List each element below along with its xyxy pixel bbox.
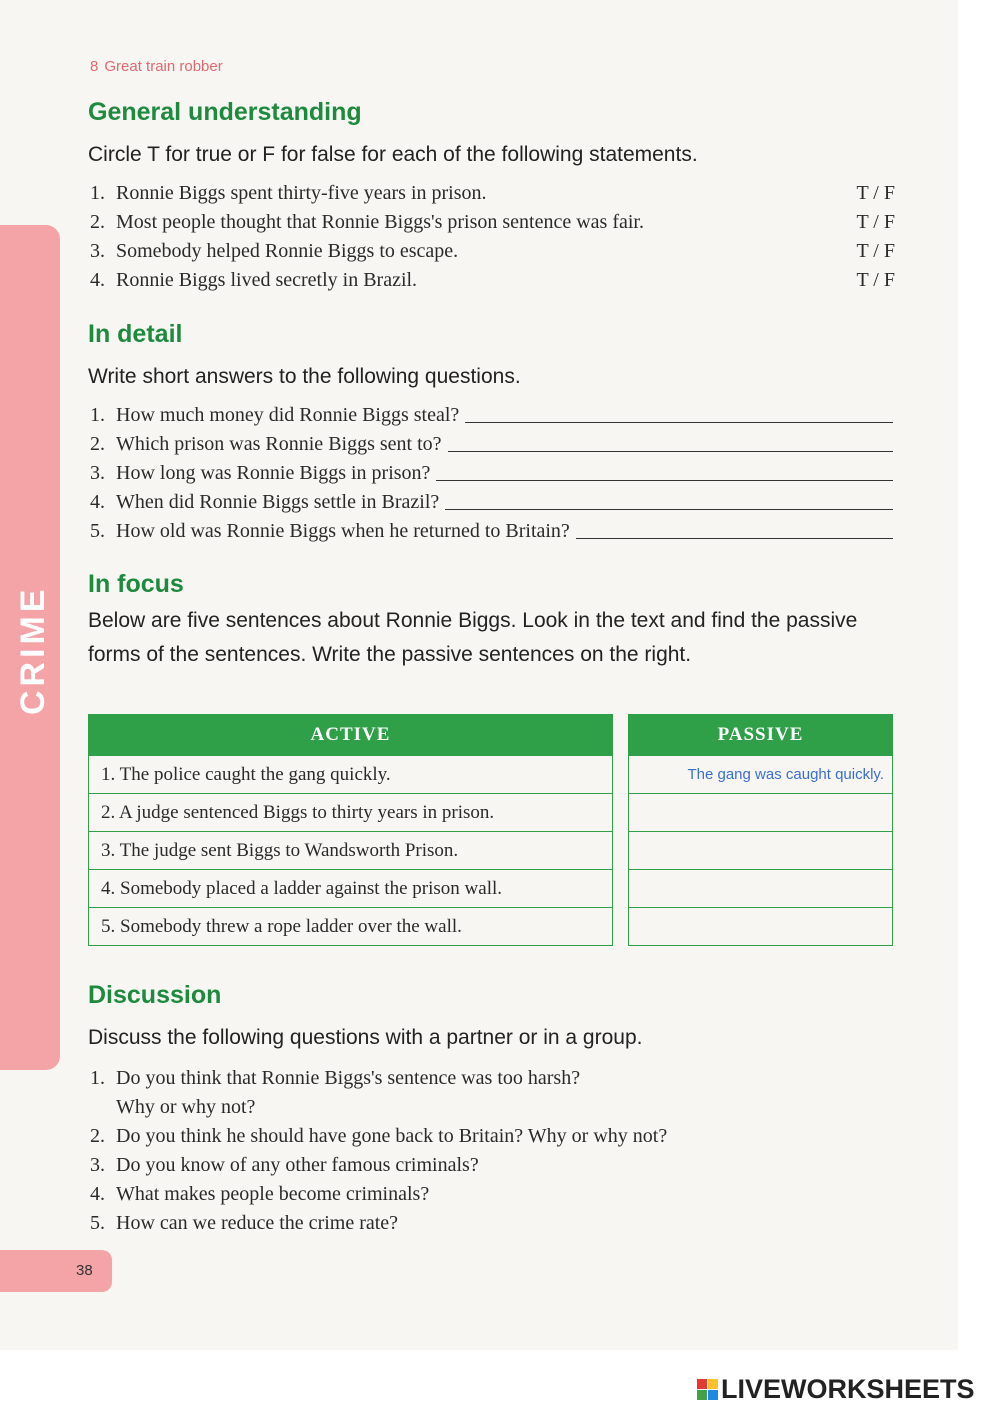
active-sentence: 1. The police caught the gang quickly. (89, 756, 613, 794)
item-number: 4. (90, 269, 105, 291)
logo-square (697, 1390, 707, 1400)
answer-blank[interactable] (445, 488, 893, 510)
statement-text: Most people thought that Ronnie Biggs's prison sentence was fair. (116, 211, 644, 233)
question-text: How long was Ronnie Biggs in prison? (116, 462, 431, 484)
list-item (90, 401, 893, 430)
true-false-choice[interactable]: T / F (856, 240, 895, 262)
question-text: Which prison was Ronnie Biggs sent to? (116, 433, 442, 455)
item-number: 1. (90, 182, 105, 204)
item-number: 2. (90, 1125, 105, 1147)
short-answer-list (90, 401, 893, 546)
logo-square (697, 1379, 707, 1389)
page-number-tab (0, 1250, 112, 1292)
active-sentence: 3. The judge sent Biggs to Wandsworth Prison. (89, 832, 613, 870)
active-sentence: 4. Somebody placed a ladder against the prison wall. (89, 870, 613, 908)
table-row (629, 908, 893, 946)
in-focus-title: In focus (88, 570, 184, 598)
list-item (90, 1064, 667, 1093)
liveworksheets-logo (697, 1374, 975, 1405)
active-sentence: 2. A judge sentenced Biggs to thirty years in prison. (89, 794, 613, 832)
item-number: 1. (90, 1067, 105, 1089)
page-number: 38 (76, 1262, 93, 1279)
table-row (89, 908, 613, 946)
answer-blank[interactable] (436, 459, 893, 481)
discussion-list (90, 1064, 667, 1238)
logo-square (708, 1379, 718, 1389)
question-text: When did Ronnie Biggs settle in Brazil? (116, 491, 440, 513)
chapter-title: Great train robber (104, 58, 223, 75)
discussion-question: Do you know of any other famous criminals? (116, 1154, 479, 1176)
list-item (90, 1122, 667, 1151)
passive-header: PASSIVE (629, 715, 893, 756)
list-item (90, 237, 895, 266)
true-false-list (90, 179, 895, 295)
in-detail-instruction: Write short answers to the following questions. (88, 365, 521, 388)
item-number: 3. (90, 1154, 105, 1176)
discussion-question: What makes people become criminals? (116, 1183, 430, 1205)
item-number: 5. (90, 1212, 105, 1234)
discussion-question: Do you think he should have gone back to Britain? Why or why not? (116, 1125, 668, 1147)
list-item (90, 430, 893, 459)
table-row (629, 870, 893, 908)
general-understanding-instruction: Circle T for true or F for false for each of the following statements. (88, 143, 698, 166)
table-row (89, 794, 613, 832)
item-number: 4. (90, 491, 105, 513)
question-text: How old was Ronnie Biggs when he returned to Britain? (116, 520, 570, 542)
true-false-choice[interactable]: T / F (856, 211, 895, 233)
in-detail-title: In detail (88, 320, 183, 348)
chapter-header (90, 58, 223, 75)
general-understanding-title: General understanding (88, 98, 362, 126)
discussion-instruction: Discuss the following questions with a partner or in a group. (88, 1026, 643, 1049)
passive-answer-field[interactable] (629, 870, 893, 908)
list-item (90, 459, 893, 488)
discussion-title: Discussion (88, 981, 222, 1009)
list-item (90, 488, 893, 517)
item-number: 2. (90, 433, 105, 455)
list-item (90, 208, 895, 237)
table-row (89, 756, 613, 794)
table-row (629, 794, 893, 832)
true-false-choice[interactable]: T / F (856, 182, 895, 204)
side-tab-label: CRIME (14, 585, 52, 715)
logo-grid-icon (697, 1379, 718, 1400)
list-item (90, 1209, 667, 1238)
item-number: 5. (90, 520, 105, 542)
answer-blank[interactable] (448, 430, 893, 452)
passive-answer-field[interactable] (629, 832, 893, 870)
passive-answer-field[interactable] (629, 908, 893, 946)
in-focus-instruction: Below are five sentences about Ronnie Biggs. Look in the text and find the passive forms of the sentences. Write the passive sentences on the right. (88, 609, 858, 666)
active-header: ACTIVE (89, 715, 613, 756)
passive-answer-field[interactable]: The gang was caught quickly. (629, 756, 893, 794)
table-row (629, 756, 893, 794)
active-table (88, 714, 613, 946)
list-item (90, 1180, 667, 1209)
item-number: 3. (90, 240, 105, 262)
discussion-question: How can we reduce the crime rate? (116, 1212, 399, 1234)
item-number: 2. (90, 211, 105, 233)
answer-blank[interactable] (465, 401, 893, 423)
list-item (90, 1151, 667, 1180)
active-sentence: 5. Somebody threw a rope ladder over the wall. (89, 908, 613, 946)
item-number: 3. (90, 462, 105, 484)
item-number: 4. (90, 1183, 105, 1205)
statement-text: Ronnie Biggs spent thirty-five years in prison. (116, 182, 487, 204)
list-item (90, 266, 895, 295)
list-item (90, 517, 893, 546)
table-row (89, 870, 613, 908)
answer-blank[interactable] (576, 517, 893, 539)
discussion-question-continuation: Why or why not? (116, 1096, 256, 1118)
list-item (90, 179, 895, 208)
table-row (629, 832, 893, 870)
logo-text: LIVEWORKSHEETS (721, 1374, 975, 1404)
table-row (89, 832, 613, 870)
logo-square (708, 1390, 718, 1400)
list-item-continuation (90, 1093, 667, 1122)
chapter-number: 8 (90, 58, 99, 75)
true-false-choice[interactable]: T / F (856, 269, 895, 291)
discussion-question: Do you think that Ronnie Biggs's sentence was too harsh? (116, 1067, 581, 1089)
statement-text: Ronnie Biggs lived secretly in Brazil. (116, 269, 418, 291)
question-text: How much money did Ronnie Biggs steal? (116, 404, 460, 426)
statement-text: Somebody helped Ronnie Biggs to escape. (116, 240, 459, 262)
passive-table (628, 714, 893, 946)
item-number: 1. (90, 404, 105, 426)
passive-answer-field[interactable] (629, 794, 893, 832)
